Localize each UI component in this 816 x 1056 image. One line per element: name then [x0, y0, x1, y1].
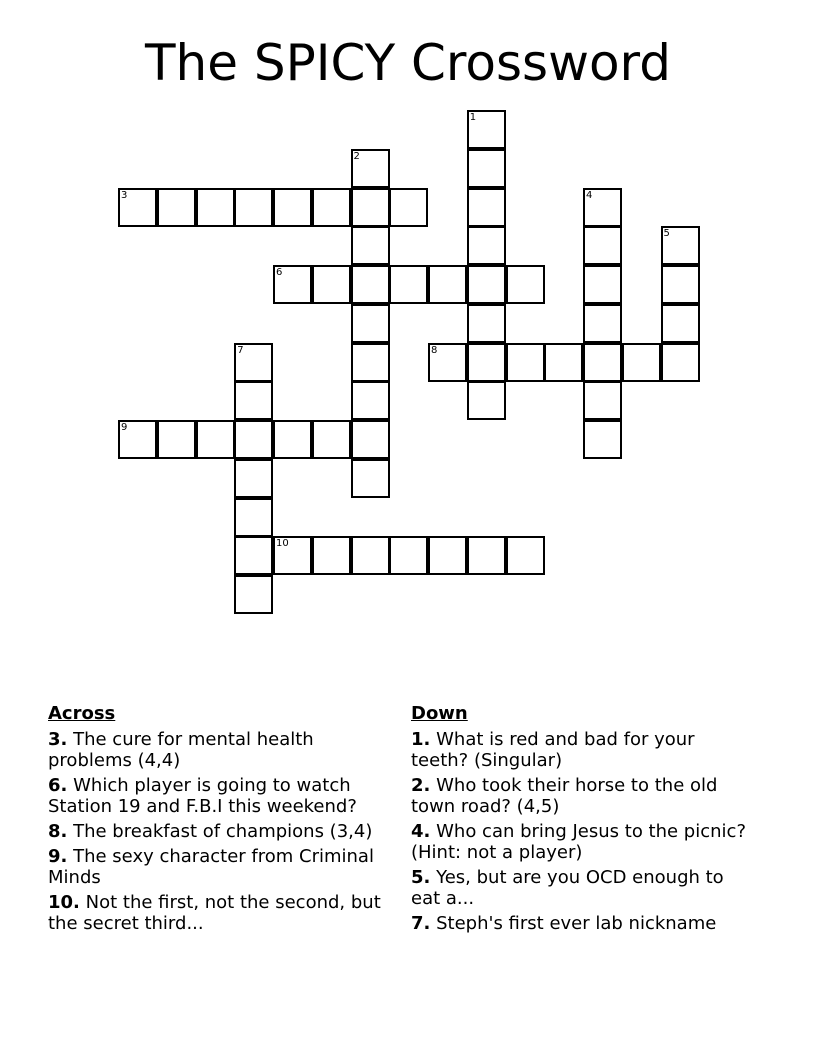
clue-across-9 — [48, 846, 393, 888]
grid-cell[interactable] — [157, 420, 196, 459]
grid-cell[interactable] — [234, 381, 273, 420]
grid-cell[interactable] — [661, 304, 700, 343]
clue-text: The breakfast of champions (3,4) — [73, 821, 373, 842]
grid-cell[interactable] — [234, 536, 273, 575]
grid-cell[interactable] — [351, 343, 390, 382]
grid-cell[interactable] — [351, 188, 390, 227]
grid-cell[interactable] — [312, 265, 351, 304]
grid-cell[interactable] — [196, 188, 235, 227]
clue-text: Not the first, not the second, but the secret third... — [48, 892, 381, 934]
clue-text: The sexy character from Criminal Minds — [48, 846, 374, 888]
clue-number: 9. — [48, 846, 68, 867]
cell-number: 7 — [237, 344, 244, 356]
grid-cell[interactable] — [234, 575, 273, 614]
grid-cell[interactable] — [234, 188, 273, 227]
cell-number: 4 — [586, 189, 593, 201]
grid-cell[interactable] — [661, 343, 700, 382]
across-clues — [48, 703, 393, 938]
grid-cell[interactable] — [273, 420, 312, 459]
grid-cell[interactable] — [234, 420, 273, 459]
grid-cell[interactable] — [467, 149, 506, 188]
grid-cell[interactable] — [351, 265, 390, 304]
grid-cell[interactable] — [506, 265, 545, 304]
grid-cell[interactable] — [661, 226, 700, 265]
clue-text: Steph's first ever lab nickname — [436, 913, 717, 934]
clue-across-6 — [48, 775, 393, 817]
across-heading: Across — [48, 703, 116, 724]
clue-across-8 — [48, 821, 393, 842]
clue-number: 5. — [411, 867, 431, 888]
grid-cell[interactable] — [273, 536, 312, 575]
cell-number: 9 — [121, 422, 128, 433]
grid-cell[interactable] — [506, 536, 545, 575]
grid-cell[interactable] — [506, 343, 545, 382]
clue-across-3 — [48, 729, 393, 771]
grid-cell[interactable] — [467, 110, 506, 149]
grid-cell[interactable] — [467, 188, 506, 227]
clue-number: 8. — [48, 821, 68, 842]
cell-number: 6 — [276, 267, 283, 278]
clue-number: 1. — [411, 729, 431, 750]
grid-cell[interactable] — [351, 459, 390, 498]
grid-cell[interactable] — [312, 536, 351, 575]
clue-number: 3. — [48, 729, 68, 750]
grid-cell[interactable] — [467, 304, 506, 343]
grid-cell[interactable] — [544, 343, 583, 382]
grid-cell[interactable] — [389, 536, 428, 575]
down-heading: Down — [411, 703, 468, 724]
down-clues — [411, 703, 756, 938]
cell-number: 2 — [353, 150, 360, 162]
grid-cell[interactable] — [196, 420, 235, 459]
grid-cell[interactable] — [428, 343, 467, 382]
grid-cell[interactable] — [351, 304, 390, 343]
grid-cell[interactable] — [389, 188, 428, 227]
grid-cell[interactable] — [583, 188, 622, 227]
cell-number: 1 — [469, 112, 477, 123]
clue-number: 10. — [48, 892, 80, 913]
clue-number: 2. — [411, 775, 431, 796]
clue-down-5 — [411, 867, 756, 909]
clue-text: Yes, but are you OCD enough to eat a... — [411, 867, 724, 909]
clue-text: Who can bring Jesus to the picnic? (Hint: not a player) — [411, 821, 746, 863]
page-title: The SPICY Crossword — [145, 34, 671, 92]
clue-text: Who took their horse to the old town road? (4,5) — [411, 775, 718, 817]
grid-cell[interactable] — [622, 343, 661, 382]
grid-cell[interactable] — [583, 226, 622, 265]
clue-number: 7. — [411, 913, 431, 934]
grid-cell[interactable] — [467, 226, 506, 265]
grid-cell[interactable] — [234, 498, 273, 537]
grid-cell[interactable] — [351, 420, 390, 459]
grid-cell[interactable] — [583, 381, 622, 420]
grid-cell[interactable] — [351, 149, 390, 188]
clue-down-4 — [411, 821, 756, 863]
grid-cell[interactable] — [118, 188, 157, 227]
grid-cell[interactable] — [583, 420, 622, 459]
grid-cell[interactable] — [234, 459, 273, 498]
clue-down-7 — [411, 913, 756, 934]
grid-cell[interactable] — [583, 304, 622, 343]
grid-cell[interactable] — [351, 536, 390, 575]
clue-number: 6. — [48, 775, 68, 796]
clue-across-10 — [48, 892, 393, 934]
grid-cell[interactable] — [351, 381, 390, 420]
grid-cell[interactable] — [661, 265, 700, 304]
grid-cell[interactable] — [273, 265, 312, 304]
grid-cell[interactable] — [273, 188, 312, 227]
clue-down-2 — [411, 775, 756, 817]
clue-text: What is red and bad for your teeth? (Singular) — [411, 729, 695, 771]
grid-cell[interactable] — [467, 381, 506, 420]
clue-text: The cure for mental health problems (4,4) — [48, 729, 314, 771]
grid-cell[interactable] — [312, 420, 351, 459]
cell-number: 3 — [121, 189, 128, 201]
grid-cell[interactable] — [428, 536, 467, 575]
grid-cell[interactable] — [467, 265, 506, 304]
clue-down-1 — [411, 729, 756, 771]
grid-cell[interactable] — [157, 188, 196, 227]
clue-text: Which player is going to watch Station 19 and F.B.I this weekend? — [48, 775, 357, 817]
grid-cell[interactable] — [583, 265, 622, 304]
grid-cell[interactable] — [467, 536, 506, 575]
clue-number: 4. — [411, 821, 431, 842]
grid-cell[interactable] — [234, 343, 273, 382]
grid-cell[interactable] — [389, 265, 428, 304]
grid-cell[interactable] — [312, 188, 351, 227]
grid-cell[interactable] — [351, 226, 390, 265]
grid-cell[interactable] — [428, 265, 467, 304]
cell-number: 10 — [276, 538, 289, 550]
cell-number: 5 — [663, 228, 670, 240]
grid-cell[interactable] — [118, 420, 157, 459]
grid-cell[interactable] — [467, 343, 506, 382]
grid-cell[interactable] — [583, 343, 622, 382]
cell-number: 8 — [431, 344, 438, 356]
